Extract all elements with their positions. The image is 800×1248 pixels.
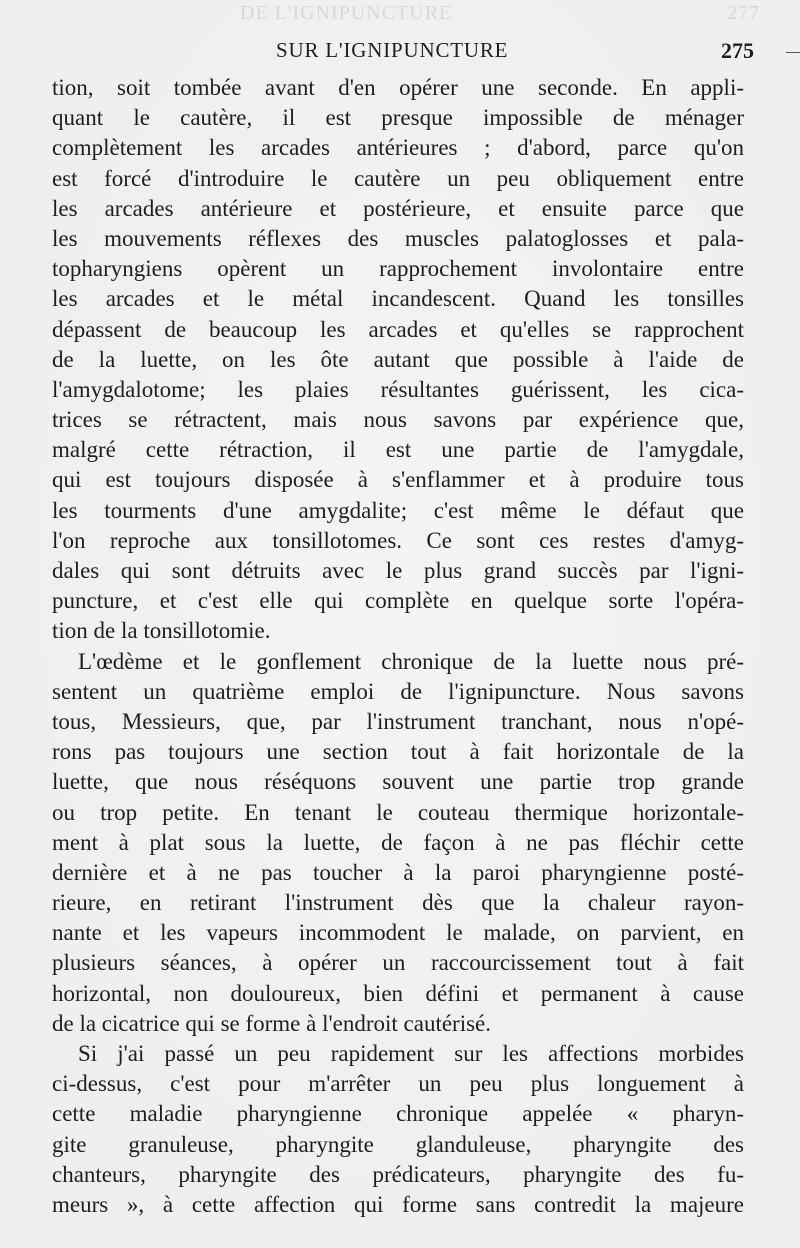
text-line: tion, soit tombée avant d'en opérer une seconde. En appli- [52,75,744,100]
text-line: dépassent de beaucoup les arcades et qu'elles se rapprochent [52,316,744,342]
text-line: ment à plat sous la luette, de façon à ne pas fléchir cette [52,829,744,855]
text-line: qui est toujours disposée à s'enflammer et à produire tous [52,467,744,493]
text-line: rons pas toujours une section tout à fait horizontale de la [52,739,744,765]
text-line: les arcades et le métal incandescent. Quand les tonsilles [52,286,744,312]
page-number: 275 [721,38,754,63]
text-line: les tourments d'une amygdalite; c'est même le défaut que [52,497,744,523]
paragraph-end-line: tion de la tonsillotomie. [52,618,271,644]
text-line: les mouvements réflexes des muscles palatoglosses et pala- [52,225,744,251]
text-line: puncture, et c'est elle qui complète en quelque sorte l'opéra- [52,588,744,614]
text-line: complètement les arcades antérieures ; d'abord, parce qu'on [52,135,744,161]
text-line: luette, que nous réséquons souvent une partie trop grande [52,769,744,795]
text-line: les arcades antérieure et postérieure, et ensuite parce que [52,195,744,221]
text-line: plusieurs séances, à opérer un raccourcissement tout à fait [52,950,744,976]
text-line: ci-dessus, c'est pour m'arrêter un peu plus longuement à [52,1071,744,1097]
bleed-through-title: DE L'IGNIPUNCTURE [240,2,453,24]
text-line: topharyngiens opèrent un rapprochement involontaire entre [52,256,744,282]
text-line: horizontal, non douloureux, bien défini et permanent à cause [52,980,744,1006]
text-line: trices se rétractent, mais nous savons par expérience que, [52,407,744,433]
text-line: dales qui sont détruits avec le plus grand succès par l'igni- [52,558,744,583]
text-line: l'amygdalotome; les plaies résultantes guérissent, les cica- [52,376,744,402]
text-line: sentent un quatrième emploi de l'ignipuncture. Nous savons [52,678,744,704]
paragraph-start-line: L'œdème et le gonflement chronique de la luette nous pré- [78,648,744,674]
text-line: de la luette, on les ôte autant que possible à l'aide de [52,346,744,372]
paragraph-end-line: de la cicatrice qui se forme à l'endroit cautérisé. [52,1010,492,1036]
text-line: quant le cautère, il est presque impossible de ménager [52,105,744,131]
running-title: SUR L'IGNIPUNCTURE [276,38,509,62]
bleed-through-header [240,2,760,25]
body-text [52,73,744,1220]
text-line: cette maladie pharyngienne chronique appelée « pharyn- [52,1101,744,1127]
bleed-through-page-number: 277 [727,2,760,24]
text-line: dernière et à ne pas toucher à la paroi pharyngienne posté- [52,859,744,885]
text-line: est forcé d'introduire le cautère un peu obliquement entre [52,165,744,191]
text-line: chanteurs, pharyngite des prédicateurs, pharyngite des fu- [52,1161,744,1187]
text-line: rieure, en retirant l'instrument dès que la chaleur rayon- [52,890,744,916]
text-line: malgré cette rétraction, il est une partie de l'amygdale, [52,437,744,463]
text-line: l'on reproche aux tonsillotomes. Ce sont ces restes d'amyg- [52,527,744,553]
text-line: gite granuleuse, pharyngite glanduleuse, pharyngite des [52,1131,744,1157]
paragraph-start-line: Si j'ai passé un peu rapidement sur les affections morbides [78,1041,744,1066]
text-line: meurs », à cette affection qui forme sans contredit la majeure [52,1191,744,1217]
text-line: nante et les vapeurs incommodent le malade, on parvient, en [52,920,744,946]
running-head [0,38,800,68]
text-line: ou trop petite. En tenant le couteau thermique horizontale- [52,799,744,825]
text-line: tous, Messieurs, que, par l'instrument tranchant, nous n'opé- [52,708,744,734]
